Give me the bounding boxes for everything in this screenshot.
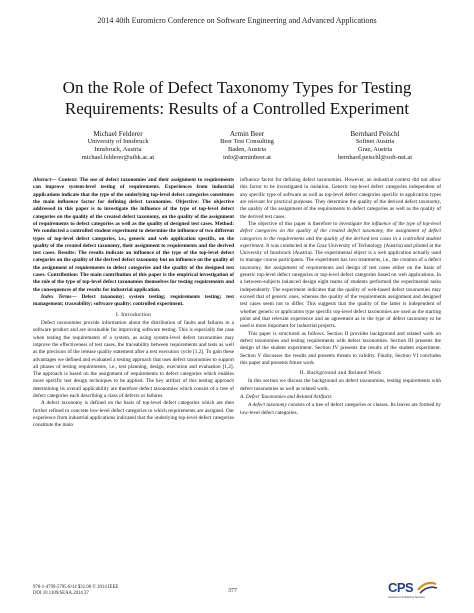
author-location: Graz, Austria — [357, 146, 393, 153]
body-paragraph — [240, 221, 441, 331]
author-email: michael.felderer@uibk.ac.at — [81, 154, 155, 161]
left-column — [33, 177, 234, 430]
cps-logo-subtext: Conference Publishing Services — [388, 596, 425, 599]
author-location: Baden, Austria — [228, 146, 266, 153]
title-line-1: On the Role of Defect Taxonomy Types for Testing — [62, 78, 412, 97]
author-email: info@arminbeer.at — [223, 154, 271, 161]
index-terms — [33, 294, 234, 309]
abstract-label: Abstract — [33, 177, 52, 183]
author-name: Armin Beer — [229, 130, 265, 138]
author-block-3 — [300, 130, 450, 162]
isbn-line: 978-1-4799-5795-8/14 $31.00 © 2014 IEEE — [33, 585, 119, 590]
body-paragraph — [240, 402, 441, 417]
body-paragraph: A defect taxonomy is defined on the basis of top-level defect categories which are then further refined to concrete low-level defect categories to which requirements are assigned. Our experience from industrial applications indicated that the underlying top-level defect categories constitute the main — [33, 400, 234, 429]
abstract-text: — Context: The use of defect taxonomies and their assignment to requirements can improve system-level testing of requirements. Experiences from industrial applications indicate that the type of the underlying top-level defect categories constitutes the main influence factor for defining defect taxonomies. Objective: The objective addressed in this paper is to investigate the influence of the type of top-level defect categories on the quality of the created defect taxonomy, on the quality of the assignment of requirements to defect categories as well as the quality of designed test cases. Method: We conducted a controlled student experiment to determine the influence of two different types of top-level defect categories, i.e., generic and web application specific, on the quality of the created defect taxonomy, their assignment to requirements and the derived test cases. Results: The results indicate an influence of the type of the top-level defect categories on the quality of the derived defect taxonomy but no influence on the quality of the assignment of requirements to defect categories and the quality of the designed test cases. Contribution: The main contribution of this paper is the empirical investigation of the role of the type of top-level defect taxonomies themselves for testing requirements and the consequences of the results for industrial application. — [33, 177, 234, 293]
subsection-heading: A. Defect Taxonomies and Related Artifacts — [240, 394, 332, 401]
body-paragraph: influence factor for defining defect taxonomies. However, an industrial context did not allow this factor to be investigated in isolation. Generic top-level defect categories independent of any specific type of software as well as top-level defect categories specific to application types are relevant for practical purposes. They determine the quality of the derived defect taxonomy, the quality of the assignment of the requirements to defect categories as well as the quality of the derived test cases. — [240, 177, 441, 220]
cps-swoosh-icon — [416, 578, 438, 596]
author-affiliation: University of Innsbruck — [87, 138, 149, 145]
paper-title — [20, 77, 454, 119]
section-heading: I. Introduction — [115, 311, 152, 318]
author-affiliation: Softnet Austria — [355, 138, 395, 145]
text-run: . It was conducted at the Graz University of Technology (Austria) and piloted at the University of Innsbruck (Austria). The experimental object is a web application actually used to manage course participants. The experiment has two treatments, i.e., the creation of a defect taxonomy, the assignment of requirements and design of test cases either on the basis of generic top-level defect categories or top-level defect categories based on web applications. In a between-subjects balanced design eight teams of students performed the experimental tasks independently. The experiment indicates that the quality of web-based defect taxonomies may exceed that of generic ones, whereas the quality of the requirements assignment and designed test cases seem not to differ. This suggests that the quality of the latter is independent of whether generic or application type specific top-level defect taxonomies are used as the starting point and that relevant experience and an agreement as to the type of defect taxonomy to be used is more important for industrial projects. — [240, 242, 441, 330]
text-run: The objective of this paper is therefore to — [248, 220, 340, 227]
author-name: Michael Felderer — [93, 130, 143, 138]
right-column — [240, 177, 441, 417]
cps-logo-text: CPS — [388, 580, 414, 595]
author-block-1 — [43, 130, 193, 162]
objective-italic: investigate the influence of the type of top-level defect categories on the quality of the created defect taxonomy, the assignment of defect categories to the requirements and the quality of the derived test cases in a controlled student experiment — [240, 220, 441, 249]
abstract — [33, 177, 234, 294]
copyright-footer — [33, 585, 118, 597]
defined-term: A defect taxonomy — [248, 402, 287, 409]
author-name: Bernhard Peischl — [350, 130, 400, 138]
author-location: Innsbruck, Austria — [94, 146, 142, 153]
index-terms-label: Index Terms — [41, 294, 72, 300]
text-run: consists of a tree of defect categories or classes. Its leaves are formed by low-level defect categories. — [240, 402, 442, 416]
author-email: bernhard.peischl@soft-net.at — [337, 154, 413, 161]
body-paragraph: In this section we discuss the background on defect taxonomies, testing requirements with defect taxonomies as well as related work. — [240, 378, 441, 392]
body-paragraph: This paper is structured as follows. Section II provides background and related work on defect taxonomies and testing requirements with defect taxonomies. Section III presents the design of the student experiment. Section IV presents the results of the student experiment. Section V discusses the results and presents threats to validity. Finally, Section VI concludes this paper and presents future work. — [240, 330, 441, 366]
section-heading: II. Background and Related Work — [299, 370, 382, 377]
doi-line: DOI 10.1109/SEAA.2014.37 — [33, 591, 89, 596]
index-terms-text: — Defect taxonomy; system testing; requirements testing; test management; traceability; software quality; controlled experiment. — [33, 294, 234, 308]
body-paragraph: Defect taxonomies provide information about the distribution of faults and failures in a software product and are invaluable for improving software testing. This is especially the case when testing the requirements of a system, as using system-level defect taxonomies may improve the effectiveness of test cases, the traceability between requirements and tests as well as the precision of the release quality statement after a test execution cycle [1,2]. To gain these advantages we defined and evaluated a testing approach that uses defect taxonomies to support all phases of testing requirements, i.e., test planning, design, execution and evaluation [1,2]. The approach is based on the assignment of requirements to defect categories which enables more specific test design techniques to be applied. The key artifact of this testing approach determining its overall applicability are therefore defect taxonomies which consist of a tree of defect categories each describing a class of defects or failures. — [33, 319, 234, 400]
title-line-2: Requirements: Results of a Controlled Experiment — [64, 99, 410, 118]
cps-logo — [388, 578, 438, 604]
author-affiliation: Beer Test Consulting — [220, 138, 274, 145]
conference-header: 2014 40th Euromicro Conference on Software Engineering and Advanced Applications — [97, 16, 377, 25]
page-number: 377 — [228, 588, 237, 594]
